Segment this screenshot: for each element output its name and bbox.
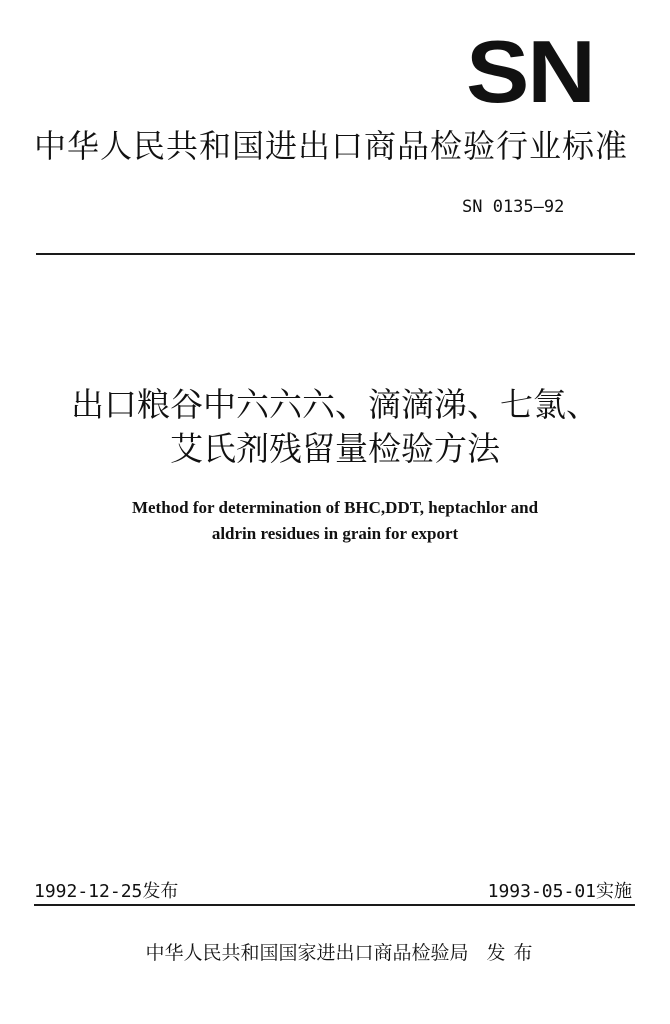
issue-action: 发布 <box>486 942 541 964</box>
header-divider <box>36 253 635 255</box>
document-title-chinese-line2: 艾氏剂残留量检验方法 <box>170 429 500 468</box>
issuing-authority: 中华人民共和国国家进出口商品检验局 <box>145 942 469 964</box>
footer-divider <box>34 904 635 906</box>
document-title-english-line2: aldrin residues in grain for export <box>211 524 459 543</box>
document-title-english-line1: Method for determination of BHC,DDT, heptachlor and <box>131 498 539 517</box>
effective-date: 1993-05-01实施 <box>487 881 632 902</box>
document-title-chinese-line1: 出口粮谷中六六六、滴滴涕、七氯、 <box>71 385 599 424</box>
standard-code: SN 0135—92 <box>462 197 565 217</box>
issue-date: 1992-12-25发布 <box>34 881 179 902</box>
sn-logo: SN <box>466 22 594 121</box>
agency-title: 中华人民共和国进出口商品检验行业标准 <box>34 127 629 165</box>
issuing-authority-line <box>0 940 670 966</box>
